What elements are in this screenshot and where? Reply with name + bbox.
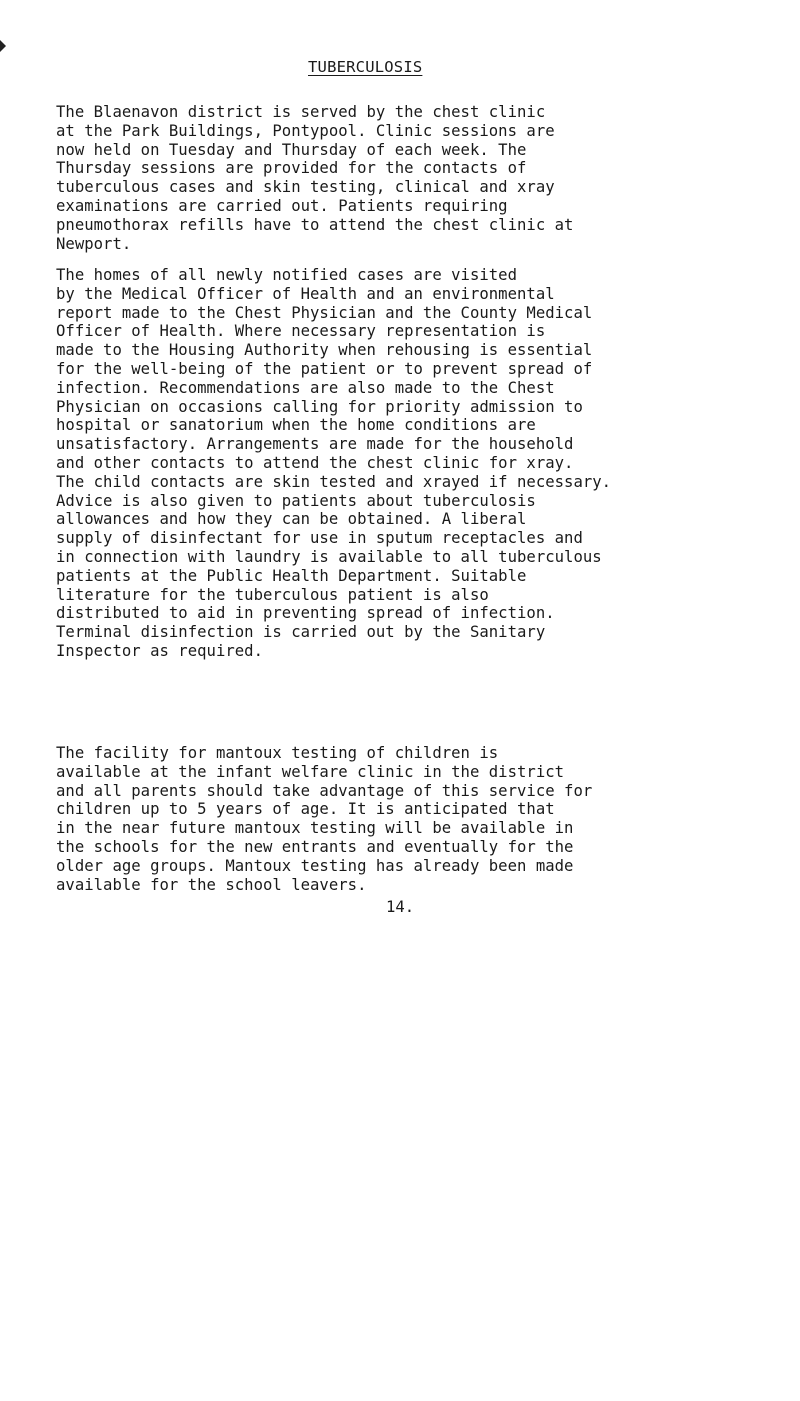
page-number: 14. (386, 898, 415, 916)
text-line: the schools for the new entrants and eventually for the (56, 837, 574, 856)
paragraph-home-visits (56, 266, 796, 661)
text-line: Thursday sessions are provided for the contacts of (56, 159, 527, 178)
text-line: Newport. (56, 234, 132, 253)
text-line: Physician on occasions calling for priority admission to (56, 397, 583, 416)
text-line: by the Medical Officer of Health and an environmental (56, 284, 555, 303)
text-line: for the well-being of the patient or to prevent spread of (56, 359, 593, 378)
text-line: literature for the tuberculous patient is also (56, 585, 489, 604)
text-line: in connection with laundry is available to all tuberculous (56, 547, 602, 566)
text-line: examinations are carried out. Patients requiring (56, 196, 508, 215)
text-line: available for the school leavers. (56, 875, 367, 894)
text-line: children up to 5 years of age. It is anticipated that (56, 800, 555, 819)
text-line: in the near future mantoux testing will be available in (56, 819, 574, 838)
text-line: report made to the Chest Physician and the County Medical (56, 303, 593, 322)
text-line: infection. Recommendations are also made to the Chest (56, 378, 555, 397)
text-line: The child contacts are skin tested and xrayed if necessary. (56, 472, 612, 491)
text-line: at the Park Buildings, Pontypool. Clinic sessions are (56, 121, 555, 140)
text-line: pneumothorax refills have to attend the chest clinic at (56, 215, 574, 234)
text-line: The Blaenavon district is served by the chest clinic (56, 103, 546, 121)
text-line: and other contacts to attend the chest clinic for xray. (56, 453, 574, 472)
text-line: Advice is also given to patients about tuberculosis (56, 491, 536, 510)
page-edge-marker (0, 40, 6, 52)
text-line: The facility for mantoux testing of children is (56, 744, 499, 762)
text-line: Inspector as required. (56, 641, 263, 660)
text-line: allowances and how they can be obtained. A liberal (56, 510, 527, 529)
text-line: now held on Tuesday and Thursday of each week. The (56, 140, 527, 159)
text-line: available at the infant welfare clinic in the district (56, 762, 565, 781)
text-line: unsatisfactory. Arrangements are made for the household (56, 435, 574, 454)
text-line: Officer of Health. Where necessary representation is (56, 322, 546, 341)
text-line: patients at the Public Health Department. Suitable (56, 566, 527, 585)
text-line: distributed to aid in preventing spread of infection. (56, 604, 555, 623)
text-line: and all parents should take advantage of this service for (56, 781, 593, 800)
text-line: older age groups. Mantoux testing has already been made (56, 856, 574, 875)
text-line: hospital or sanatorium when the home conditions are (56, 416, 536, 435)
page-title: TUBERCULOSIS (308, 58, 423, 76)
text-line: Terminal disinfection is carried out by the Sanitary (56, 623, 546, 642)
text-line: tuberculous cases and skin testing, clinical and xray (56, 178, 555, 197)
paragraph-chest-clinic (56, 103, 796, 253)
text-line: supply of disinfectant for use in sputum receptacles and (56, 529, 583, 548)
text-line: The homes of all newly notified cases are visited (56, 266, 518, 284)
paragraph-mantoux-testing (56, 744, 796, 894)
text-line: made to the Housing Authority when rehousing is essential (56, 341, 593, 360)
